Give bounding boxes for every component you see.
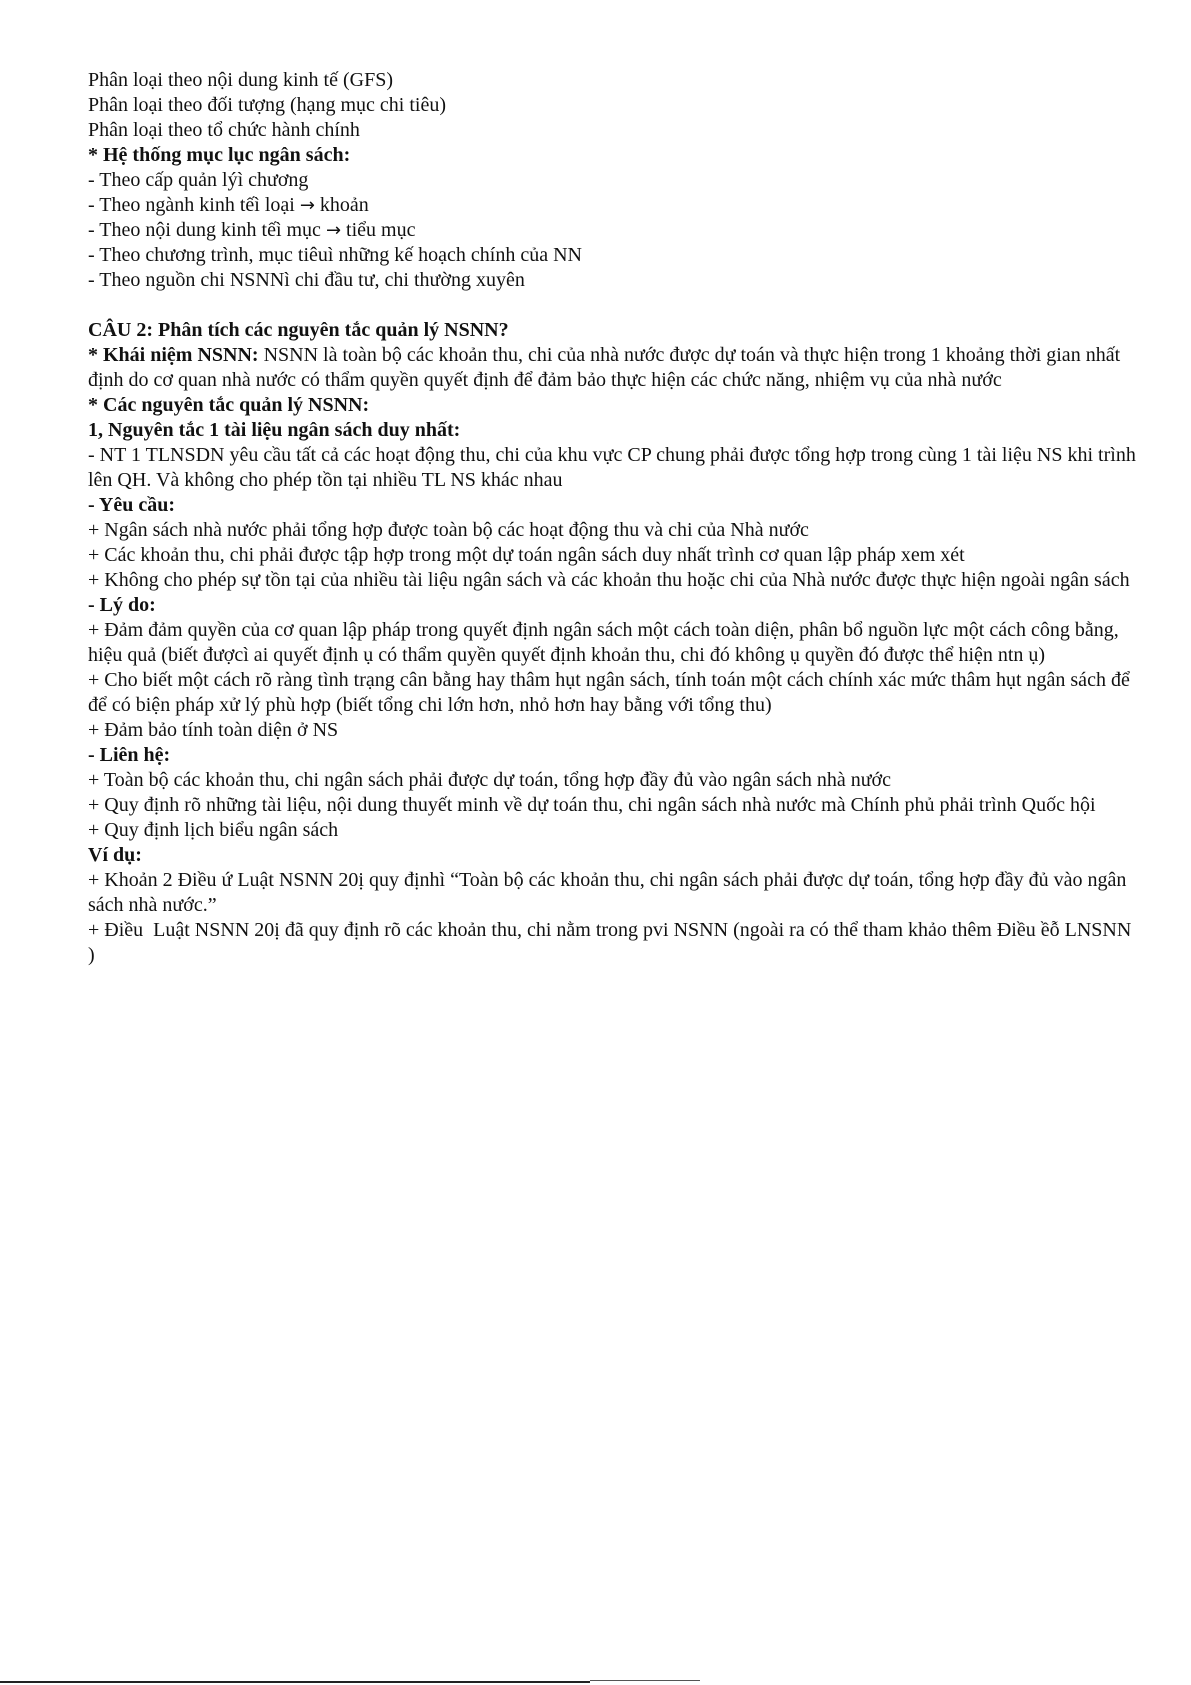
principles-heading: * Các nguyên tắc quản lý NSNN: [88, 394, 370, 416]
requirement-item: + Các khoản thu, chi phải được tập hợp trong một dự toán ngân sách duy nhất trình cơ quan lập pháp xem xét [88, 544, 965, 566]
concept-text: NSNN là toàn bộ các khoản thu, chi của nhà nước được dự toán và thực hiện trong 1 khoảng thời gian nhất định do cơ quan nhà nước có thẩm quyền quyết định để đảm bảo thực hiện các chức năng, nhiệm vụ của nhà nước [88, 344, 1126, 391]
catalog-heading: * Hệ thống mục lục ngân sách: [88, 144, 351, 166]
question-title: CÂU 2: Phân tích các nguyên tắc quản lý NSNN? [88, 319, 509, 341]
relation-item: + Quy định rõ những tài liệu, nội dung thuyết minh về dự toán thu, chi ngân sách nhà nước mà Chính phủ phải trình Quốc hội [88, 794, 1096, 816]
classification-line: Phân loại theo nội dung kinh tế (GFS) [88, 69, 393, 91]
catalog-item-text: - Theo nội dung kinh tếì mục [88, 219, 326, 241]
example-item: + Khoản 2 Điều ứ Luật NSNN 20ị quy địnhì “Toàn bộ các khoản thu, chi ngân sách phải được dự toán, tổng hợp đầy đủ vào ngân sách nhà nước.” [88, 869, 1132, 916]
principle-definition: - NT 1 TLNSDN yêu cầu tất cả các hoạt động thu, chi của khu vực CP chung phải được tổng hợp trong cùng 1 tài liệu NS khi trình lên QH. Và không cho phép tồn tại nhiều TL NS khác nhau [88, 444, 1141, 491]
requirement-item: + Không cho phép sự tồn tại của nhiều tài liệu ngân sách và các khoản thu hoặc chi của Nhà nước được thực hiện ngoài ngân sách [88, 569, 1130, 591]
bottom-divider [0, 1681, 590, 1683]
document-page [88, 68, 1141, 968]
relation-item: + Toàn bộ các khoản thu, chi ngân sách phải được dự toán, tổng hợp đầy đủ vào ngân sách nhà nước [88, 769, 891, 791]
catalog-item-text: - Theo ngành kinh tếì loại [88, 194, 300, 216]
catalog-item-text: tiểu mục [341, 219, 416, 241]
catalog-item: - Theo cấp quản lýì chương [88, 169, 309, 191]
catalog-item [88, 218, 1138, 243]
concept-label: * Khái niệm NSNN: [88, 344, 259, 366]
reason-item: + Cho biết một cách rõ ràng tình trạng cân bằng hay thâm hụt ngân sách, tính toán một cách chính xác mức thâm hụt ngân sách để để có biện pháp xử lý phù hợp (biết tổng chi lớn hơn, nhỏ hơn hay bằng với tổng thu) [88, 669, 1135, 716]
reason-item: + Đảm bảo tính toàn diện ở NS [88, 719, 339, 741]
bottom-divider-faint [590, 1680, 700, 1681]
requirements-heading: - Yêu cầu: [88, 494, 176, 516]
arrow-right-icon: → [299, 195, 315, 216]
catalog-item [88, 193, 1138, 218]
example-heading: Ví dụ: [88, 844, 142, 866]
relation-heading: - Liên hệ: [88, 744, 171, 766]
catalog-item: - Theo chương trình, mục tiêuì những kế hoạch chính của NN [88, 244, 582, 266]
catalog-item-text: khoản [314, 194, 369, 216]
example-item: + Điều Luật NSNN 20ị đã quy định rõ các khoản thu, chi nằm trong pvi NSNN (ngoài ra có thể tham khảo thêm Điều ềỗ LNSNN ) [88, 919, 1137, 966]
principle-heading: 1, Nguyên tắc 1 tài liệu ngân sách duy nhất: [88, 419, 461, 441]
classification-line: Phân loại theo tổ chức hành chính [88, 119, 360, 141]
concept-paragraph [88, 343, 1138, 393]
relation-item: + Quy định lịch biểu ngân sách [88, 819, 339, 841]
catalog-item: - Theo nguồn chi NSNNì chi đầu tư, chi thường xuyên [88, 269, 525, 291]
requirement-item: + Ngân sách nhà nước phải tổng hợp được toàn bộ các hoạt động thu và chi của Nhà nước [88, 519, 809, 541]
paragraph-gap [88, 293, 1138, 318]
arrow-right-icon: → [325, 220, 342, 241]
reasons-heading: - Lý do: [88, 594, 156, 616]
classification-line: Phân loại theo đối tượng (hạng mục chi tiêu) [88, 94, 447, 116]
reason-item: + Đảm đảm quyền của cơ quan lập pháp trong quyết định ngân sách một cách toàn diện, phân bổ nguồn lực một cách công bằng, hiệu quả (biết đượcì ai quyết định ụ có thẩm quyền quyết định khoản thu, chi đó không ụ quyền đó được thể hiện ntn ụ) [88, 619, 1124, 666]
